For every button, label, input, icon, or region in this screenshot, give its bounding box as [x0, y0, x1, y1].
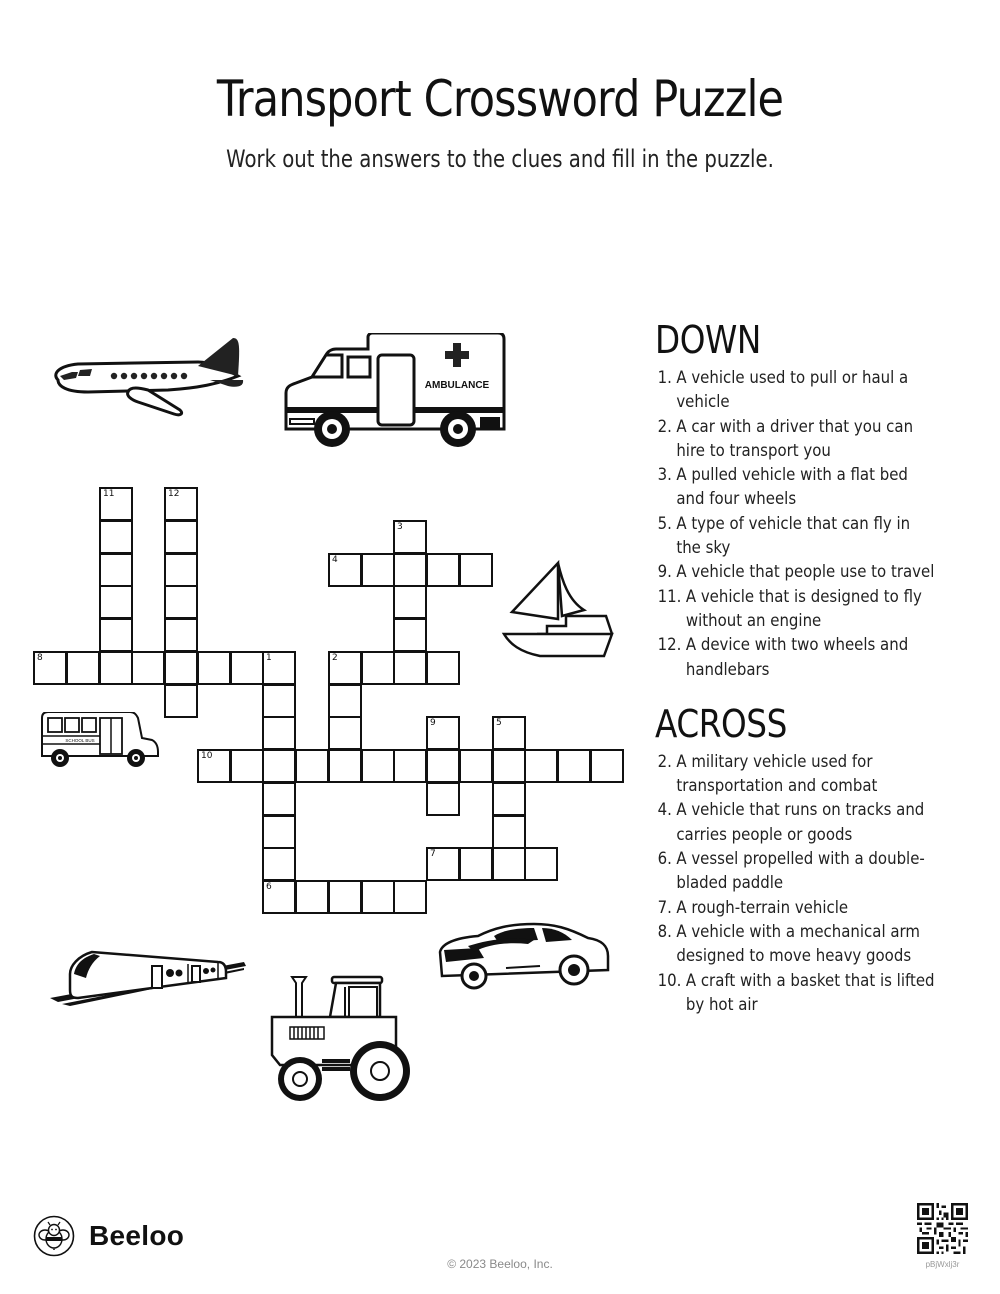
clue-number: 11.	[657, 586, 682, 607]
qr-code-icon[interactable]	[917, 1203, 968, 1254]
crossword-cell[interactable]	[459, 847, 493, 881]
crossword-cell[interactable]	[361, 749, 395, 783]
qr-code-label: pBjWxlj3r	[925, 1260, 960, 1269]
crossword-cell-7[interactable]	[426, 847, 460, 881]
down-clue	[655, 512, 937, 561]
clue-number: 3	[397, 522, 403, 532]
crossword-cell[interactable]	[262, 684, 296, 718]
crossword-cell[interactable]	[99, 618, 133, 652]
crossword-cell[interactable]	[99, 553, 133, 587]
beeloo-logo[interactable]	[33, 1215, 184, 1257]
crossword-cell-12[interactable]	[164, 487, 198, 521]
page-subtitle: Work out the answers to the clues and fill in the puzzle.	[226, 145, 774, 173]
crossword-cell[interactable]	[426, 651, 460, 685]
crossword-cell-3[interactable]	[393, 520, 427, 554]
crossword-cell[interactable]	[361, 880, 395, 914]
svg-text:SCHOOL BUS: SCHOOL BUS	[65, 738, 95, 743]
copyright-text: © 2023 Beeloo, Inc.	[447, 1257, 553, 1271]
clue-number: 9	[430, 718, 436, 728]
crossword-cell[interactable]	[295, 880, 329, 914]
brand-name: Beeloo	[89, 1220, 185, 1251]
down-clue	[655, 366, 937, 415]
crossword-cell[interactable]	[164, 618, 198, 652]
crossword-cell[interactable]	[492, 749, 526, 783]
clue-number: 12.	[657, 635, 682, 656]
crossword-cell-1[interactable]	[262, 651, 296, 685]
crossword-cell[interactable]	[492, 815, 526, 849]
clue-text: A vehicle that is designed to fly without an engine	[685, 586, 922, 631]
clue-text: A vessel propelled with a double-bladed paddle	[676, 849, 925, 894]
clue-text: A vehicle that people use to travel	[676, 562, 935, 583]
down-clue	[655, 463, 937, 512]
crossword-cell[interactable]	[524, 749, 558, 783]
crossword-cell[interactable]	[426, 782, 460, 816]
crossword-cell-9[interactable]	[426, 716, 460, 750]
clue-text: A rough-terrain vehicle	[676, 897, 849, 918]
clue-text: A car with a driver that you can hire to transport you	[676, 416, 914, 461]
crossword-cell[interactable]	[393, 749, 427, 783]
crossword-cell[interactable]	[393, 553, 427, 587]
crossword-cell[interactable]	[459, 553, 493, 587]
clue-number: 1	[266, 653, 272, 663]
crossword-cell-6[interactable]	[262, 880, 296, 914]
clue-text: A pulled vehicle with a flat bed and four wheels	[676, 465, 908, 510]
clue-number: 12	[168, 489, 180, 499]
clue-text: A military vehicle used for transportation and combat	[676, 751, 878, 797]
clue-text: A vehicle used to pull or haul a vehicle	[676, 368, 909, 413]
clue-number: 4.	[657, 800, 672, 821]
tractor-icon	[270, 975, 415, 1103]
crossword-cell[interactable]	[99, 520, 133, 554]
across-clue	[655, 920, 937, 969]
crossword-cell-2[interactable]	[328, 651, 362, 685]
crossword-cell[interactable]	[492, 782, 526, 816]
clue-text: A vehicle with a mechanical arm designed to move heavy goods	[676, 921, 920, 967]
clue-number: 5.	[657, 513, 672, 534]
clue-number: 10	[201, 751, 213, 761]
clue-text: A type of vehicle that can fly in the sky	[676, 513, 911, 559]
crossword-cell[interactable]	[99, 651, 133, 685]
page-title: Transport Crossword Puzzle	[216, 70, 784, 128]
crossword-cell-11[interactable]	[99, 487, 133, 521]
airplane-icon	[48, 336, 246, 418]
clue-number: 9.	[657, 562, 672, 583]
crossword-cell-5[interactable]	[492, 716, 526, 750]
down-heading: DOWN	[655, 318, 761, 362]
down-clue	[655, 585, 937, 634]
crossword-cell[interactable]	[590, 749, 624, 783]
crossword-cell[interactable]	[262, 815, 296, 849]
crossword-cell[interactable]	[262, 847, 296, 881]
clue-number: 5	[496, 718, 502, 728]
down-clue-list	[655, 366, 955, 682]
across-clue	[655, 750, 937, 799]
crossword-cell[interactable]	[164, 684, 198, 718]
crossword-cell-4[interactable]	[328, 553, 362, 587]
crossword-cell[interactable]	[459, 749, 493, 783]
crossword-cell[interactable]	[99, 585, 133, 619]
across-clue	[655, 969, 937, 1018]
school-bus-icon	[38, 712, 160, 770]
clue-number: 6	[266, 882, 272, 892]
crossword-cell[interactable]	[295, 749, 329, 783]
down-clues	[655, 318, 955, 682]
down-clue	[655, 415, 937, 464]
train-icon	[48, 940, 248, 1006]
crossword-cell[interactable]	[393, 880, 427, 914]
crossword-cell[interactable]	[328, 684, 362, 718]
crossword-cell[interactable]	[524, 847, 558, 881]
crossword-cell[interactable]	[262, 749, 296, 783]
across-clue	[655, 896, 937, 920]
across-clues	[655, 702, 955, 1017]
down-clue	[655, 560, 937, 584]
crossword-cell[interactable]	[197, 651, 231, 685]
crossword-cell[interactable]	[164, 520, 198, 554]
crossword-cell[interactable]	[393, 585, 427, 619]
crossword-cell[interactable]	[426, 553, 460, 587]
crossword-cell[interactable]	[426, 749, 460, 783]
ambulance-icon	[282, 333, 508, 451]
bee-icon	[33, 1215, 75, 1257]
sports-car-icon	[438, 922, 613, 992]
crossword-cell[interactable]	[361, 651, 395, 685]
down-clue	[655, 633, 937, 682]
crossword-cell[interactable]	[328, 749, 362, 783]
clue-number: 4	[332, 555, 338, 565]
crossword-cell[interactable]	[262, 782, 296, 816]
clue-number: 2.	[657, 416, 672, 437]
clue-number: 7	[430, 849, 436, 859]
crossword-cell[interactable]	[66, 651, 100, 685]
across-clue	[655, 798, 937, 847]
crossword-cell[interactable]	[361, 553, 395, 587]
sailboat-icon	[500, 560, 615, 665]
crossword-cell[interactable]	[164, 585, 198, 619]
clue-text: A device with two wheels and handlebars	[685, 635, 909, 680]
crossword-cell[interactable]	[328, 880, 362, 914]
clue-number: 6.	[657, 849, 672, 870]
clue-number: 3.	[657, 465, 672, 486]
crossword-cell[interactable]	[393, 651, 427, 685]
crossword-cell[interactable]	[328, 716, 362, 750]
clues-panel	[655, 318, 955, 1017]
crossword-cell[interactable]	[230, 749, 264, 783]
clue-number: 10.	[657, 970, 682, 991]
across-heading: ACROSS	[655, 701, 787, 746]
clue-number: 8	[37, 653, 43, 663]
clue-number: 2.	[657, 751, 672, 772]
clue-text: A craft with a basket that is lifted by hot air	[685, 970, 935, 1015]
crossword-cell[interactable]	[492, 847, 526, 881]
crossword-cell[interactable]	[230, 651, 264, 685]
clue-number: 7.	[657, 897, 672, 918]
crossword-cell-8[interactable]	[33, 651, 67, 685]
svg-text:AMBULANCE: AMBULANCE	[424, 380, 490, 391]
crossword-cell[interactable]	[557, 749, 591, 783]
crossword-cell[interactable]	[164, 553, 198, 587]
clue-number: 8.	[657, 921, 672, 942]
crossword-cell[interactable]	[262, 716, 296, 750]
crossword-cell[interactable]	[164, 651, 198, 685]
across-clue-list	[655, 750, 955, 1017]
crossword-cell-10[interactable]	[197, 749, 231, 783]
clue-number: 1.	[657, 368, 672, 388]
clue-number: 2	[332, 653, 338, 663]
crossword-cell[interactable]	[131, 651, 165, 685]
across-clue	[655, 847, 937, 896]
clue-text: A vehicle that runs on tracks and carries people or goods	[676, 800, 925, 845]
crossword-cell[interactable]	[393, 618, 427, 652]
clue-number: 11	[103, 489, 115, 499]
